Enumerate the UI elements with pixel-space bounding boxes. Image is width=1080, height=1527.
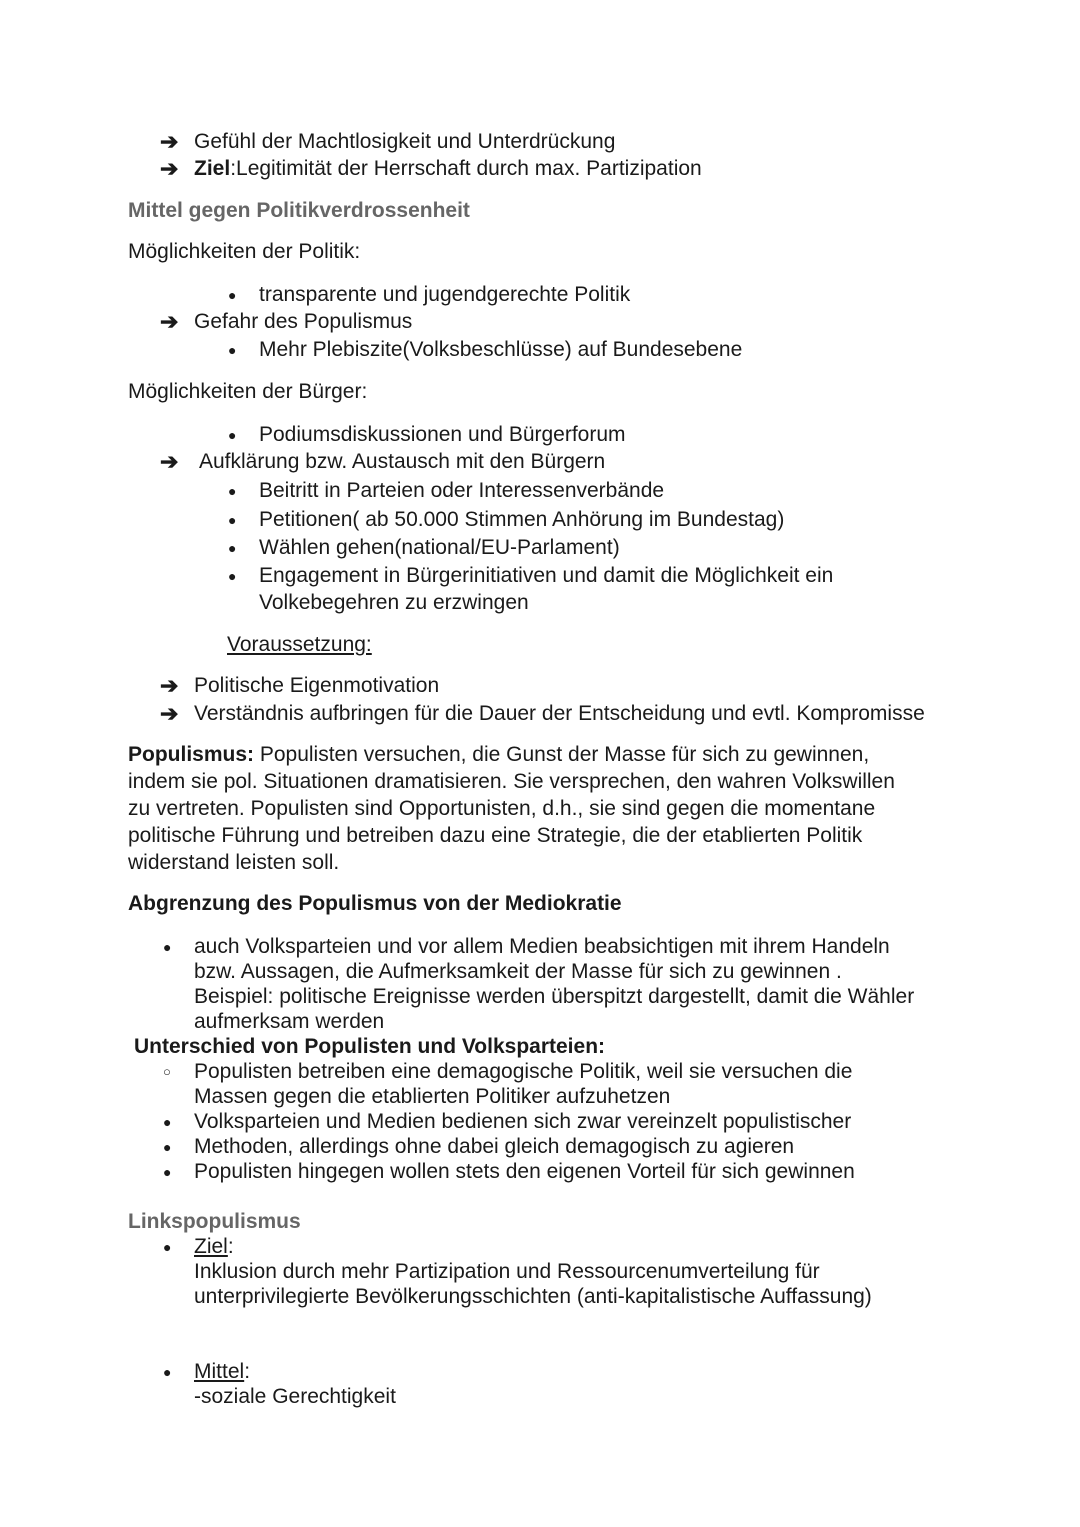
bullet-icon: ●: [228, 342, 237, 358]
right-arrow-icon: ➔: [160, 309, 179, 334]
bullet-icon: ●: [228, 483, 237, 499]
abgrenzung-heading: Abgrenzung des Populismus von der Mediokratie: [128, 892, 622, 915]
unterschied-heading: Unterschied von Populisten und Volksparteien:: [134, 1035, 606, 1058]
mittel-line: -soziale Gerechtigkeit: [194, 1385, 396, 1408]
right-arrow-icon: ➔: [160, 156, 179, 181]
buerger-arrow-text: Aufklärung bzw. Austausch mit den Bürgern: [199, 450, 606, 473]
intro-arrow-text-2: [194, 156, 702, 182]
right-arrow-icon: ➔: [160, 701, 179, 726]
bullet-icon: ●: [228, 427, 237, 443]
right-arrow-icon: ➔: [160, 449, 179, 474]
bullet-icon: ●: [163, 1114, 172, 1130]
ziel-line-1: Inklusion durch mehr Partizipation und Ressourcenumverteilung für: [194, 1260, 820, 1283]
buerger-bullet-3: Petitionen( ab 50.000 Stimmen Anhörung im Bundestag): [259, 508, 785, 531]
circle-bullet-icon: ○: [163, 1064, 171, 1079]
buerger-label: Möglichkeiten der Bürger:: [128, 380, 368, 403]
buerger-bullet-1: Podiumsdiskussionen und Bürgerforum: [259, 423, 626, 446]
populismus-line-5: widerstand leisten soll.: [128, 851, 340, 874]
bullet-icon: ●: [163, 1139, 172, 1155]
mittel-heading: Mittel gegen Politikverdrossenheit: [128, 199, 470, 222]
buerger-bullet-5: Engagement in Bürgerinitiativen und damit die Möglichkeit ein: [259, 564, 834, 587]
circle-line-2: Massen gegen die etablierten Politiker aufzuhetzen: [194, 1085, 671, 1108]
buerger-bullet-5-cont: Volkebegehren zu erzwingen: [259, 591, 529, 614]
politik-bullet-2: Mehr Plebiszite(Volksbeschlüsse) auf Bundesebene: [259, 338, 743, 361]
buerger-bullet-4: Wählen gehen(national/EU-Parlament): [259, 536, 620, 559]
ziel-label-line: Ziel:: [194, 1235, 234, 1258]
populismus-line-2: indem sie pol. Situationen dramatisieren. Sie versprechen, den wahren Volkswillen: [128, 770, 895, 793]
bullet-icon: ●: [228, 540, 237, 556]
circle-line-1: Populisten betreiben eine demagogische Politik, weil sie versuchen die: [194, 1060, 853, 1083]
unterschied-bullet-2: Methoden, allerdings ohne dabei gleich demagogisch zu agieren: [194, 1135, 795, 1158]
voraussetzung-label: Voraussetzung:: [227, 633, 372, 656]
bullet-icon: ●: [163, 939, 172, 955]
populismus-term: Populismus:: [128, 743, 255, 766]
politik-bullet-1: transparente und jugendgerechte Politik: [259, 283, 631, 306]
abgrenzung-line-1: auch Volksparteien und vor allem Medien beabsichtigen mit ihrem Handeln: [194, 935, 890, 958]
intro-arrow-text-1: Gefühl der Machtlosigkeit und Unterdrückung: [194, 130, 616, 153]
bullet-icon: ●: [228, 568, 237, 584]
populismus-line-1: Populismus: Populisten versuchen, die Gunst der Masse für sich zu gewinnen,: [128, 743, 870, 766]
bullet-icon: ●: [163, 1164, 172, 1180]
mittel-label-line: Mittel:: [194, 1360, 251, 1383]
abgrenzung-line-2: bzw. Aussagen, die Aufmerksamkeit der Masse für sich zu gewinnen .: [194, 960, 842, 983]
politik-arrow-text: Gefahr des Populismus: [194, 310, 413, 333]
mittel-label: Mittel: [194, 1360, 245, 1383]
buerger-bullet-2: Beitritt in Parteien oder Interessenverbände: [259, 479, 665, 502]
abgrenzung-line-4: aufmerksam werden: [194, 1010, 385, 1033]
populismus-line-3: zu vertreten. Populisten sind Opportunisten, d.h., sie sind gegen die momentane: [128, 797, 876, 820]
unterschied-bullet-3: Populisten hingegen wollen stets den eigenen Vorteil für sich gewinnen: [194, 1160, 855, 1183]
populismus-line-4: politische Führung und betreiben dazu eine Strategie, die der etablierten Politik: [128, 824, 863, 847]
bullet-icon: ●: [163, 1239, 172, 1255]
abgrenzung-line-3: Beispiel: politische Ereignisse werden überspitzt dargestellt, damit die Wähler: [194, 985, 915, 1008]
unterschied-bullet-1: Volksparteien und Medien bedienen sich zwar vereinzelt populistischer: [194, 1110, 852, 1133]
ziel-line-2: unterprivilegierte Bevölkerungsschichten (anti-kapitalistische Auffassung): [194, 1285, 872, 1308]
voraussetzung-arrow-1: Politische Eigenmotivation: [194, 674, 440, 697]
bullet-icon: ●: [228, 512, 237, 528]
right-arrow-icon: ➔: [160, 129, 179, 154]
voraussetzung-arrow-2: Verständnis aufbringen für die Dauer der Entscheidung und evtl. Kompromisse: [194, 702, 925, 725]
politik-label: Möglichkeiten der Politik:: [128, 240, 361, 263]
ziel-label: Ziel: [194, 1235, 228, 1258]
right-arrow-icon: ➔: [160, 673, 179, 698]
ziel-rest: :Legitimität der Herrschaft durch max. Partizipation: [230, 157, 702, 180]
bullet-icon: ●: [228, 287, 237, 303]
ziel-bold: Ziel: [194, 157, 231, 180]
links-heading: Linkspopulismus: [128, 1210, 301, 1233]
bullet-icon: ●: [163, 1364, 172, 1380]
